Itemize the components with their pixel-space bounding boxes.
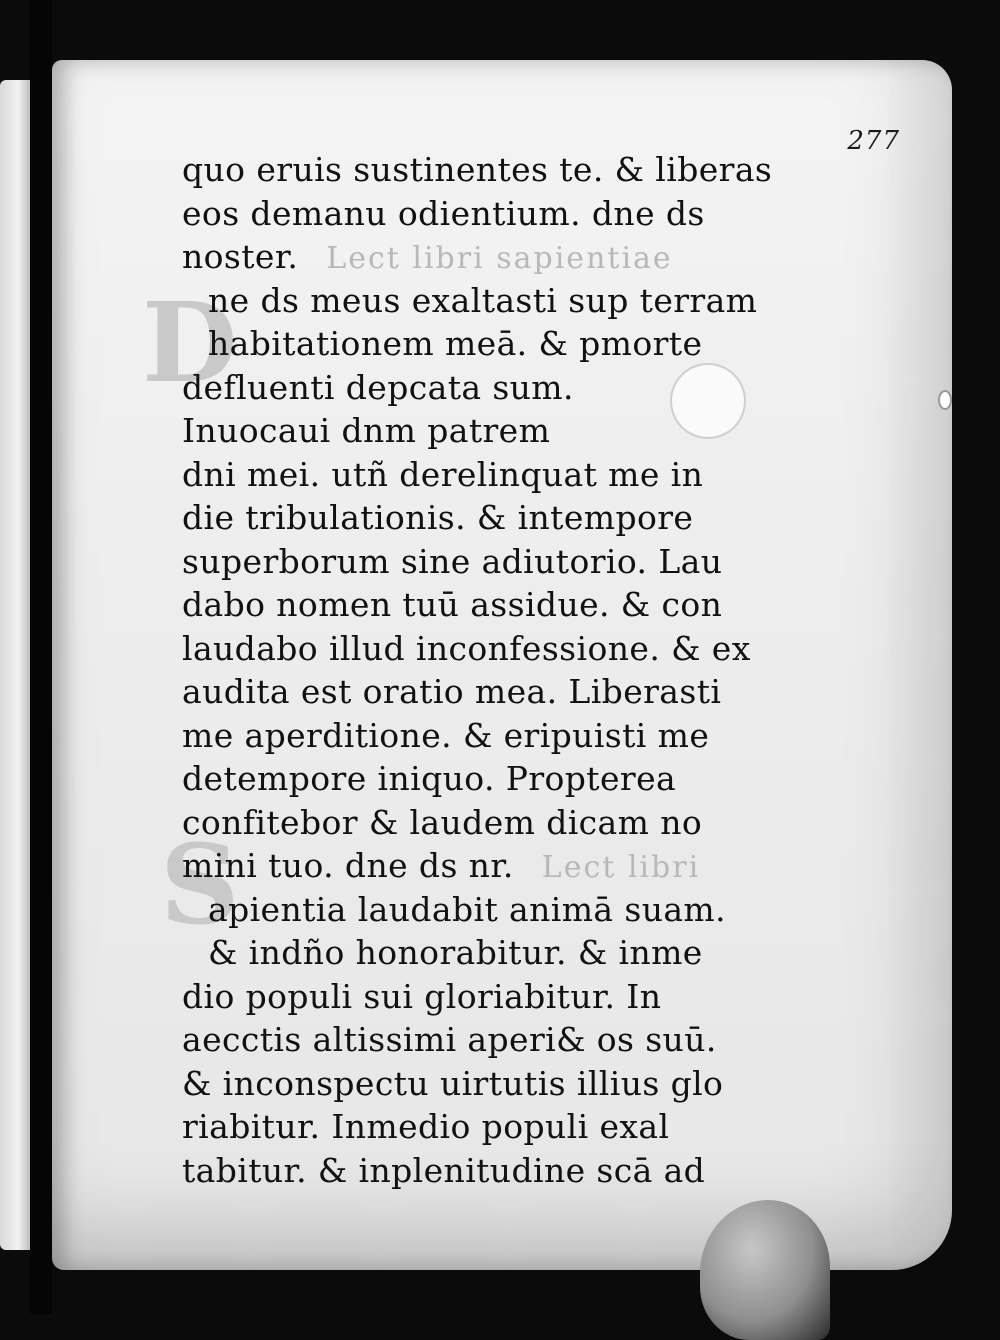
text-line	[182, 975, 832, 1019]
manuscript-page	[52, 60, 952, 1270]
text-line	[182, 322, 832, 366]
text-line	[182, 1062, 832, 1106]
faded-rubric: Lect libri sapientiae	[326, 241, 673, 276]
line-text: laudabo illud inconfessione. & ex	[182, 628, 751, 668]
text-line	[182, 757, 832, 801]
line-text: mini tuo. dne ds nr.	[182, 846, 514, 885]
text-line	[182, 496, 832, 540]
edge-notch	[938, 390, 952, 410]
line-text: tabitur. & inplenitudine scā ad	[182, 1150, 706, 1190]
faded-rubric: Lect libri	[541, 850, 701, 885]
line-text: die tribulationis. & intempore	[182, 498, 694, 537]
line-text: confitebor & laudem dicam no	[182, 802, 703, 842]
line-text: audita est oratio mea. Liberasti	[182, 672, 722, 711]
text-line	[182, 1105, 832, 1149]
text-line	[182, 540, 832, 584]
text-line	[182, 583, 832, 627]
line-text: apientia laudabit animā suam.	[208, 889, 727, 929]
text-line	[182, 1149, 832, 1193]
faded-initial-d: D	[142, 278, 238, 407]
line-text: superborum sine adiutorio. Lau	[182, 541, 723, 581]
text-line	[182, 366, 832, 410]
line-text: dio populi sui gloriabitur. In	[182, 976, 662, 1016]
text-line	[182, 453, 832, 497]
line-text: noster.	[182, 237, 299, 276]
text-line	[182, 670, 832, 714]
line-text: & inconspectu uirtutis illius glo	[182, 1063, 724, 1103]
line-text: detempore iniquo. Propterea	[182, 759, 677, 798]
text-line	[182, 235, 832, 279]
book-gutter	[30, 0, 52, 1314]
text-line	[182, 844, 832, 888]
line-text: aecctis altissimi aperi& os suū.	[182, 1020, 717, 1059]
text-line	[182, 148, 832, 192]
text-line	[182, 714, 832, 758]
text-line	[182, 1018, 832, 1062]
line-text: me aperditione. & eripuisti me	[182, 715, 710, 755]
line-text: riabitur. Inmedio populi exal	[182, 1107, 670, 1146]
text-line	[182, 931, 832, 975]
faded-initial-s: S	[160, 820, 240, 949]
manuscript-text	[182, 148, 832, 1192]
folio-number: 277	[847, 126, 900, 156]
text-line	[182, 409, 832, 453]
line-text: dabo nomen tuū assidue. & con	[182, 585, 723, 624]
line-text: dni mei. utñ derelinquat me in	[182, 454, 704, 494]
line-text: ne ds meus exaltasti sup terram	[208, 280, 758, 320]
text-line	[182, 279, 832, 323]
line-text: Inuocaui dnm patrem	[182, 411, 551, 450]
line-text: defluenti depcata sum.	[182, 367, 574, 407]
line-text: habitationem meā. & pmorte	[208, 324, 703, 363]
text-line	[182, 627, 832, 671]
previous-page-edge	[0, 80, 30, 1250]
holding-thumb	[700, 1200, 830, 1340]
text-line	[182, 888, 832, 932]
text-line	[182, 192, 832, 236]
line-text: eos demanu odientium. dne ds	[182, 193, 705, 233]
text-line	[182, 801, 832, 845]
line-text: quo eruis sustinentes te. & liberas	[182, 150, 773, 189]
line-text: & indño honorabitur. & inme	[208, 933, 703, 972]
